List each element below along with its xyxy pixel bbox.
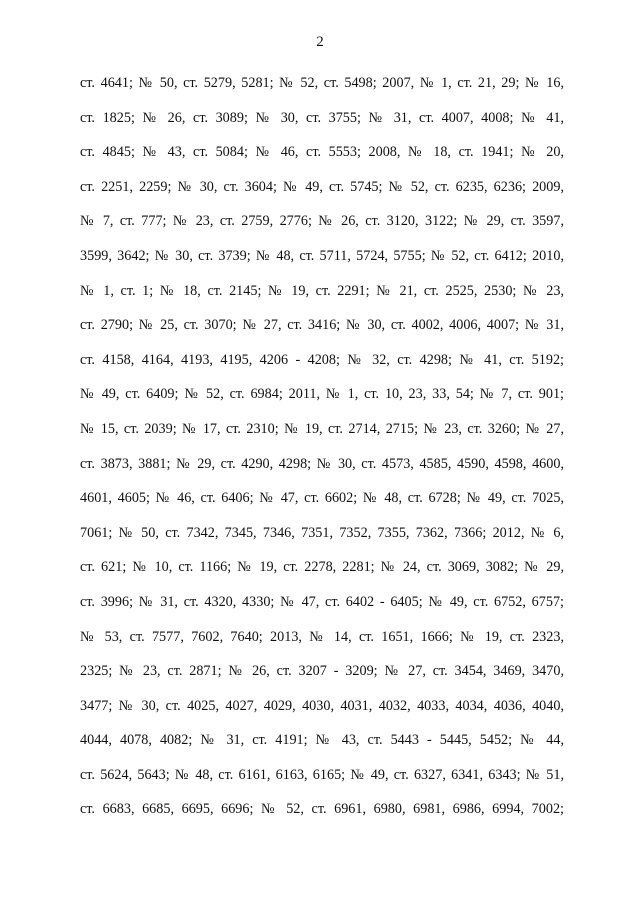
text-line-20: 4044, 4078, 4082; № 31, ст. 4191; № 43, ст. 5443 - 5445, 5452; № 44,	[80, 732, 564, 749]
text-line-21: ст. 5624, 5643; № 48, ст. 6161, 6163, 6165; № 49, ст. 6327, 6341, 6343; № 51,	[80, 766, 564, 783]
text-line-3: ст. 4845; № 43, ст. 5084; № 46, ст. 5553; 2008, № 18, ст. 1941; № 20,	[80, 144, 564, 161]
text-line-19: 3477; № 30, ст. 4025, 4027, 4029, 4030, 4031, 4032, 4033, 4034, 4036, 4040,	[80, 697, 564, 714]
body-text	[80, 72, 564, 833]
text-line-15: ст. 621; № 10, ст. 1166; № 19, ст. 2278, 2281; № 24, ст. 3069, 3082; № 29,	[80, 559, 564, 576]
text-line-16: ст. 3996; № 31, ст. 4320, 4330; № 47, ст. 6402 - 6405; № 49, ст. 6752, 6757;	[80, 593, 564, 610]
text-line-14: 7061; № 50, ст. 7342, 7345, 7346, 7351, 7352, 7355, 7362, 7366; 2012, № 6,	[80, 524, 564, 541]
text-line-4: ст. 2251, 2259; № 30, ст. 3604; № 49, ст. 5745; № 52, ст. 6235, 6236; 2009,	[80, 178, 564, 195]
text-line-8: ст. 2790; № 25, ст. 3070; № 27, ст. 3416; № 30, ст. 4002, 4006, 4007; № 31,	[80, 317, 564, 334]
text-line-6: 3599, 3642; № 30, ст. 3739; № 48, ст. 5711, 5724, 5755; № 52, ст. 6412; 2010,	[80, 247, 564, 264]
text-line-7: № 1, ст. 1; № 18, ст. 2145; № 19, ст. 2291; № 21, ст. 2525, 2530; № 23,	[80, 282, 564, 299]
text-line-11: № 15, ст. 2039; № 17, ст. 2310; № 19, ст. 2714, 2715; № 23, ст. 3260; № 27,	[80, 420, 564, 437]
text-line-1: ст. 4641; № 50, ст. 5279, 5281; № 52, ст. 5498; 2007, № 1, ст. 21, 29; № 16,	[80, 75, 564, 91]
text-line-12: ст. 3873, 3881; № 29, ст. 4290, 4298; № 30, ст. 4573, 4585, 4590, 4598, 4600,	[80, 455, 564, 472]
text-line-17: № 53, ст. 7577, 7602, 7640; 2013, № 14, ст. 1651, 1666; № 19, ст. 2323,	[80, 628, 564, 645]
text-line-9: ст. 4158, 4164, 4193, 4195, 4206 - 4208; № 32, ст. 4298; № 41, ст. 5192;	[80, 351, 564, 368]
text-line-18: 2325; № 23, ст. 2871; № 26, ст. 3207 - 3209; № 27, ст. 3454, 3469, 3470,	[80, 663, 564, 680]
page-number: 2	[316, 34, 324, 50]
text-line-5: № 7, ст. 777; № 23, ст. 2759, 2776; № 26, ст. 3120, 3122; № 29, ст. 3597,	[80, 213, 564, 230]
text-line-22: ст. 6683, 6685, 6695, 6696; № 52, ст. 6961, 6980, 6981, 6986, 6994, 7002;	[80, 801, 564, 818]
text-line-13: 4601, 4605; № 46, ст. 6406; № 47, ст. 6602; № 48, ст. 6728; № 49, ст. 7025,	[80, 490, 564, 507]
text-line-10: № 49, ст. 6409; № 52, ст. 6984; 2011, № 1, ст. 10, 23, 33, 54; № 7, ст. 901;	[80, 386, 564, 403]
text-line-2: ст. 1825; № 26, ст. 3089; № 30, ст. 3755; № 31, ст. 4007, 4008; № 41,	[80, 109, 564, 126]
